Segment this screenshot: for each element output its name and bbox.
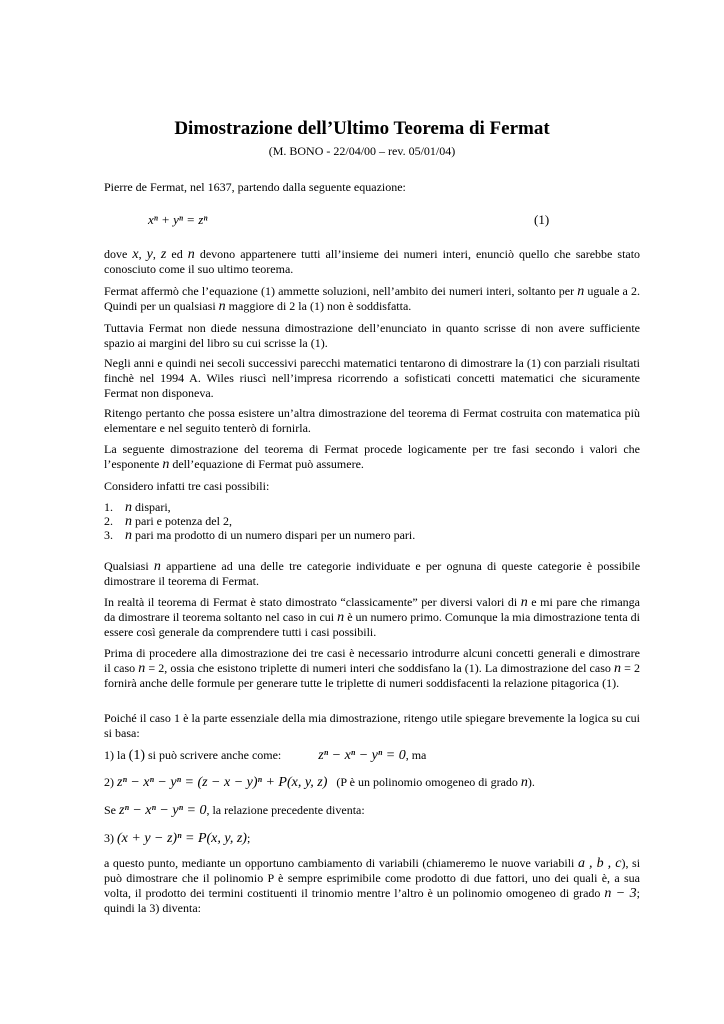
step-3 <box>104 831 640 846</box>
math-n: n <box>125 528 132 543</box>
text: dove <box>104 247 128 261</box>
text: maggiore di 2 la (1) non è soddisfatta. <box>228 299 412 313</box>
text: ed <box>171 247 183 261</box>
text: In realtà il teorema di Fermat è stato dimostrato “classicamente” per diversi valori di <box>104 595 518 609</box>
reference-1: (1) <box>128 748 145 763</box>
paragraph-tuttavia: Tuttavia Fermat non diede nessuna dimostrazione dell’enunciato in quanto scrisse di non avere sufficiente spazio ai margini del libro su cui scrisse la (1). <box>104 321 640 350</box>
paragraph-qualsiasi <box>104 559 640 589</box>
text: , la relazione precedente diventa: <box>206 803 365 817</box>
cases-list <box>104 500 415 542</box>
paragraph-poiche: Poiché il caso 1 è la parte essenziale della mia dimostrazione, ritengo utile spiegare brevemente la logica su cui si basa: <box>104 711 640 740</box>
text: a questo punto, mediante un opportuno cambiamento di variabili (chiameremo le nuove variabili <box>104 856 575 870</box>
list-number: 1. <box>104 500 113 514</box>
text: Prima di procedere alla dimostrazione dei tre casi è necessario introdurre alcuni concetti generali e dimostrare il caso <box>104 646 640 675</box>
math-z: z <box>160 247 167 262</box>
text: appartiene ad una delle tre categorie individuate e per ognuna di queste categorie è possibile dimostrare il teorema di Fermat. <box>104 559 641 588</box>
intro-paragraph: Pierre de Fermat, nel 1637, partendo dalla seguente equazione: <box>104 180 406 194</box>
list-number: 3. <box>104 528 113 542</box>
text: Fermat affermò che l’equazione (1) ammette soluzioni, nell’ambito dei numeri interi, soltanto per <box>104 284 575 298</box>
step-2 <box>104 775 640 790</box>
math-n: n <box>218 299 226 314</box>
text: 2) <box>104 775 114 789</box>
paper-subtitle: (M. BONO - 22/04/00 – rev. 05/01/04) <box>268 144 456 158</box>
math-variables: a , b , c <box>577 856 622 871</box>
paragraph-negli-anni: Negli anni e quindi nei secoli successivi parecchi matematici tentarono di dimostrare la (1) con parziali risultati finchè nel 1994 A. Wiles riuscì nell’impresa ricorrendo a sofisticati concetti matematici che sicuramente Fermat non disponeva. <box>104 356 640 400</box>
text: Se <box>104 803 116 817</box>
text: ; quindi la 3) diventa: <box>104 886 641 915</box>
text: (P è un polinomio omogeneo di grado <box>336 775 518 789</box>
math-n: n <box>577 284 585 299</box>
paragraph-tre-casi: Considero infatti tre casi possibili: <box>104 479 270 493</box>
text: ; <box>246 831 251 845</box>
math-degree: n − 3 <box>604 886 637 901</box>
text: ). <box>527 775 535 789</box>
list-item <box>104 514 415 528</box>
text: e mi pare che rimanga da dimostrare il teorema soltanto nel caso in cui <box>104 595 641 624</box>
text: è un numero primo. Comunque la mia dimostrazione tenta di essere così generale da comprendere tutti i casi possibili. <box>104 610 641 639</box>
math-n: n <box>125 500 132 515</box>
text: La seguente dimostrazione del teorema di Fermat procede logicamente per tre fasi secondo i valori che l’esponente <box>104 442 640 471</box>
list-item <box>104 500 415 514</box>
text: Qualsiasi <box>104 559 149 573</box>
paragraph-ritengo: Ritengo pertanto che possa esistere un’altra dimostrazione del teorema di Fermat costruita con matematica più elementare e nel seguito tenterò di fornirla. <box>104 406 640 435</box>
equation-1-number: (1) <box>534 212 550 227</box>
math-y: y <box>146 247 153 262</box>
text: uguale a 2. Quindi per un qualsiasi <box>104 284 641 313</box>
equation-1: xⁿ + yⁿ = zⁿ <box>148 212 208 227</box>
text: 1) la <box>104 748 126 762</box>
list-item <box>104 528 415 542</box>
list-number: 2. <box>104 514 113 528</box>
paragraph-prima-di-procedere <box>104 646 640 691</box>
math-x: x <box>132 247 139 262</box>
math-n: n <box>153 559 161 574</box>
text: devono appartenere tutti all’insieme dei numeri interi, enunciò quello che sarebbe stato conosciuto come il suo ultimo teorema. <box>104 247 641 276</box>
text: ), si può dimostrare che il polinomio P è sempre esprimibile come prodotto di due fattori, uno dei quali è, a sua volta, il prodotto dei termini costituenti il trinomio mentre l’altro è un polinomio omogeneo di grado <box>104 856 641 900</box>
paragraph-dove: dove x, y, z ed n devono appartenere tutti all’insieme dei numeri interi, enunciò quello che sarebbe stato conosciuto come il suo ultimo teorema. <box>104 247 641 276</box>
math-n: n <box>162 457 170 472</box>
step-se <box>104 803 640 818</box>
equation-se: zⁿ − xⁿ − yⁿ = 0 <box>119 803 207 818</box>
math-n: n <box>337 610 345 625</box>
paragraph-tre-fasi <box>104 442 640 472</box>
text: = 2, ossia che esistono triplette di numeri interi che soddisfano la (1). La dimostrazione del caso <box>148 661 611 675</box>
paragraph-a-questo-punto <box>104 856 640 916</box>
list-text: pari e potenza del 2, <box>135 514 232 528</box>
math-n: n <box>187 247 195 262</box>
text: , ma <box>405 748 427 762</box>
math-n: n <box>138 661 146 676</box>
text: si può scrivere anche come: <box>147 748 282 762</box>
math-n: n <box>614 661 621 676</box>
equation-step-3: (x + y − z)ⁿ = P(x, y, z) <box>117 831 247 846</box>
math-n: n <box>520 595 528 610</box>
paragraph-in-realta <box>104 595 640 640</box>
equation-step-1: zⁿ − xⁿ − yⁿ = 0 <box>318 748 406 763</box>
step-1 <box>104 748 640 763</box>
paper-title: Dimostrazione dell’Ultimo Teorema di Fermat <box>174 118 550 139</box>
equation-step-2: zⁿ − xⁿ − yⁿ = (z − x − y)ⁿ + P(x, y, z) <box>117 775 328 790</box>
text: dell’equazione di Fermat può assumere. <box>172 457 364 471</box>
text: 3) <box>104 831 114 845</box>
paragraph-fermat-afferma <box>104 284 640 314</box>
text: = 2 fornirà anche delle formule per generare tutte le triplette di numeri soddisfacenti la relazione pitagorica (1). <box>104 661 641 690</box>
list-text: dispari, <box>135 500 171 514</box>
math-n: n <box>125 514 132 529</box>
math-n: n <box>520 775 528 790</box>
list-text: pari ma prodotto di un numero dispari per un numero pari. <box>135 528 416 542</box>
